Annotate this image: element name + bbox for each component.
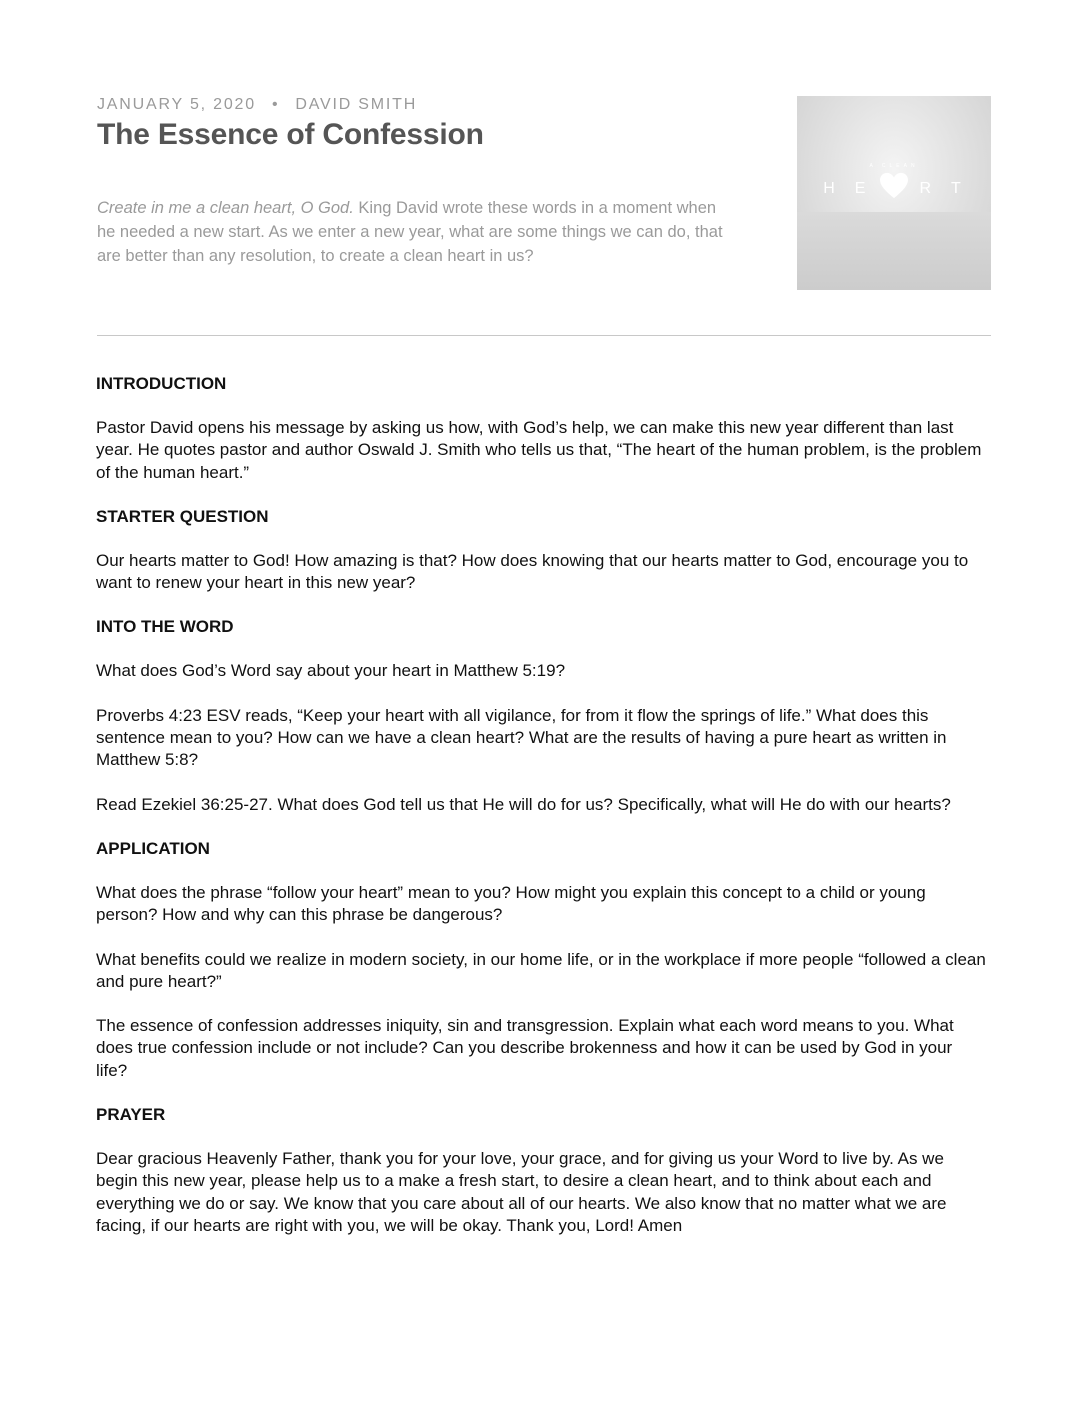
date: JANUARY 5, 2020 [97,96,256,113]
summary [97,196,737,268]
artwork-floor [797,212,991,290]
page-title: The Essence of Confession [97,118,484,151]
summary-quote: Create in me a clean heart, O God. [97,199,354,217]
artwork-word [797,178,991,200]
separator: • [271,96,280,113]
artwork-small-text: A CLEAN [869,163,919,169]
word-question-3: Read Ezekiel 36:25-27. What does God tell us that He will do for us? Specifically, what will He do with our hearts? [96,794,951,814]
word-question-2: Proverbs 4:23 ESV reads, “Keep your heart with all vigilance, for from it flow the springs of life.” What does this sentence mean to you? How can we have a clean heart? What are the results of having a pure heart as written in Matthew 5:8? [96,705,947,770]
summary-text: King David wrote these words in a moment when he needed a new start. As we enter a new year, what are some things we can do, that are better than any resolution, to create a clean heart in us? [97,199,723,265]
heading-introduction: INTRODUCTION [96,374,227,393]
artwork-letter-t: T [951,180,965,198]
prayer-text: Dear gracious Heavenly Father, thank you for your love, your grace, and for giving us your Word to live by. As we begin this new year, please help us to a make a fresh start, to desire a clean heart, and to think about each and everything we do or say. We know that you care about all of our hearts. We also know that no matter what we are facing, if our hearts are right with you, we will be okay. Thank you, Lord! Amen [96,1149,947,1235]
artwork-letter-e: E [854,180,870,198]
application-question-2: What benefits could we realize in modern society, in our home life, or in the workplace if more people “followed a clean and pure heart?” [96,949,986,991]
author: DAVID SMITH [295,96,418,113]
word-question-1: What does God’s Word say about your heart in Matthew 5:19? [96,661,566,681]
heart-icon [879,172,909,200]
divider [97,335,991,336]
heading-into-the-word: INTO THE WORD [96,617,234,637]
byline [97,96,417,114]
heading-prayer: PRAYER [96,1105,166,1125]
sermon-artwork [797,96,991,290]
document-body [96,373,986,1259]
application-question-3: The essence of confession addresses iniquity, sin and transgression. Explain what each word means to you. What does true confession include or not include? Can you describe brokenness and how it can be used by God in your life? [96,1016,954,1080]
heading-starter-question: STARTER QUESTION [96,506,269,526]
artwork-letter-h: H [823,180,839,198]
starter-question-text: Our hearts matter to God! How amazing is that? How does knowing that our hearts matter to God, encourage you to want to renew your heart in this new year? [96,550,969,593]
artwork-letter-r: R [919,180,935,198]
heading-application: APPLICATION [96,838,210,858]
application-question-1: What does the phrase “follow your heart” mean to you? How might you explain this concept to a child or young person? How and why can this phrase be dangerous? [96,882,926,925]
introduction-text: Pastor David opens his message by asking us how, with God’s help, we can make this new year different than last year. He quotes pastor and author Oswald J. Smith who tells us that, “The heart of the human problem, is the problem of the human heart.” [96,418,982,482]
